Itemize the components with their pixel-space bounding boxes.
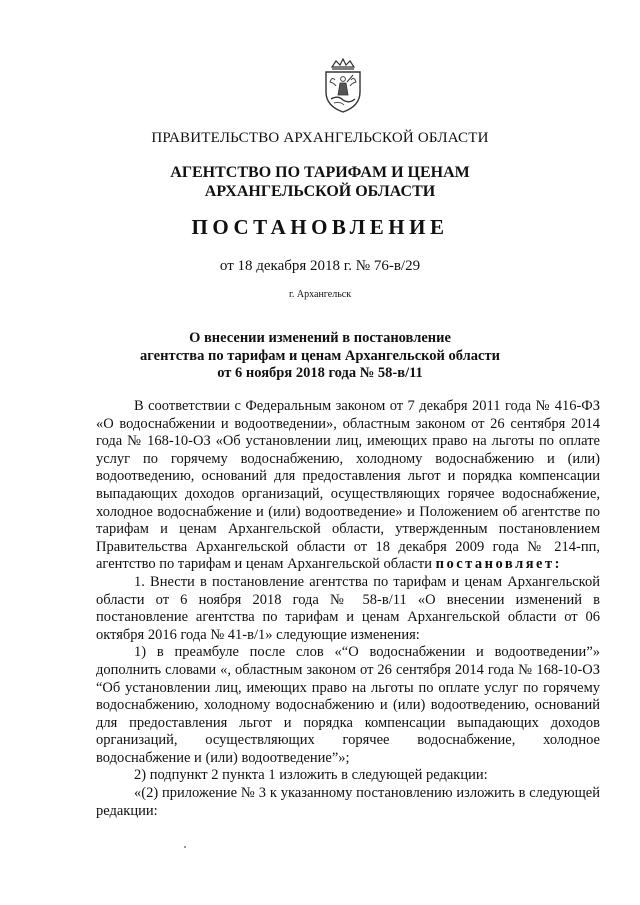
agency-name xyxy=(0,163,640,201)
document-type: ПОСТАНОВЛЕНИЕ xyxy=(191,215,449,239)
agency-name-line2: АРХАНГЕЛЬСКОЙ ОБЛАСТИ xyxy=(204,183,436,200)
government-name: ПРАВИТЕЛЬСТВО АРХАНГЕЛЬСКОЙ ОБЛАСТИ xyxy=(151,130,489,146)
document-title-line2: агентства по тарифам и ценам Архангельской области xyxy=(140,347,500,364)
preamble-paragraph xyxy=(96,398,600,574)
agency-name-line1: АГЕНТСТВО ПО ТАРИФАМ И ЦЕНАМ xyxy=(170,164,470,181)
document-title-line1: О внесении изменений в постановление xyxy=(189,330,451,346)
item-1-1-paragraph: 1) в преамбуле после слов «“О водоснабжении и водоотведении”» дополнить словами «, областным законом от 26 сентября 2014 года № 168-10-ОЗ “Об установлении лиц, имеющих право на льготы по оплате услуг по горячему водоснабжению, холодному водоснабжению и (или) водоотведению, оснований для предоставления льгот и порядка компенсации выпадающих доходов организаций, осуществляющих горячее водоснабжение, холодное водоснабжение и (или) водоотведение”»; xyxy=(96,644,600,766)
preamble-text: В соответствии с Федеральным законом от 7 декабря 2011 года № 416-ФЗ «О водоснабжении и водоотведении», областным законом от 26 сентября 2014 года № 168-10-ОЗ «Об установлении лиц, имеющих право на льготы по оплате услуг по горячему водоснабжению, холодному водоснабжению и (или) водоотведению, оснований для предоставления льгот и порядка компенсации выпадающих доходов организаций, осуществляющих горячее водоснабжение, холодное водоснабжение и (или) водоотведение» и Положением об агентстве по тарифам и ценам Архангельской области, утвержденным постановлением Правительства Архангельской области от 18 декабря 2009 года № 214-пп, агентство по тарифам и ценам Архангельской области xyxy=(96,398,600,573)
resolves-word: постановляет: xyxy=(435,556,562,573)
arkhangelsk-coat-of-arms-icon xyxy=(318,58,368,114)
document-body xyxy=(96,398,600,820)
document-title-line3: от 6 ноября 2018 года № 58-в/11 xyxy=(217,365,423,381)
document-title xyxy=(0,330,640,383)
item-1-2-quote-paragraph: «(2) приложение № 3 к указанному постановлению изложить в следующей редакции: xyxy=(96,785,600,819)
item-1-paragraph: 1. Внести в постановление агентства по тарифам и ценам Архангельской области от 6 ноября 2018 года № 58-в/11 «О внесении изменений в постановление агентства по тарифам и ценам Архангельской области от 06 октября 2016 года № 41-в/1» следующие изменения: xyxy=(96,573,600,643)
item-1-2-paragraph: 2) подпункт 2 пункта 1 изложить в следующей редакции: xyxy=(134,767,488,784)
document-city: г. Архангельск xyxy=(288,289,352,300)
document-date-number: от 18 декабря 2018 г. № 76-в/29 xyxy=(219,258,421,274)
scan-speck xyxy=(184,846,186,848)
